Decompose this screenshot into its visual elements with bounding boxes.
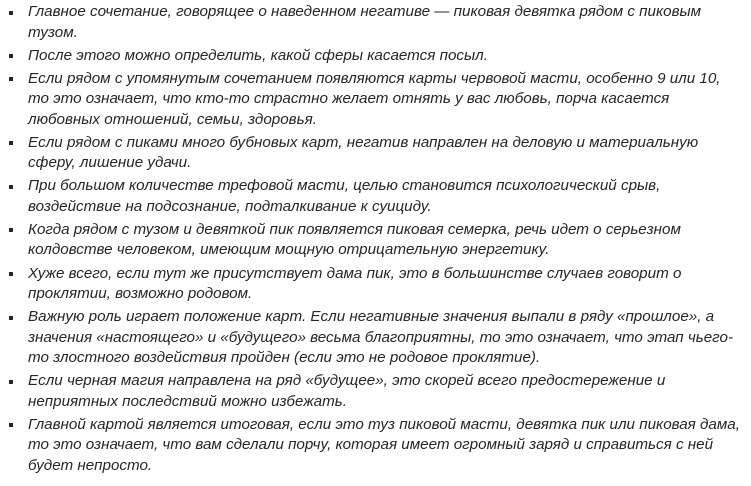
list-item: Важную роль играет положение карт. Если негативные значения выпали в ряду «прошлое», а значения «настоящего» и «будущего» весьма благоприятны, то это означает, что этап чьего-то злостного воздействия пройден (если это не родовое проклятие). — [28, 307, 743, 371]
list-item: Если черная магия направлена на ряд «будущее», это скорей всего предостережение и неприятных последствий можно избежать. — [28, 371, 743, 415]
list-item: После этого можно определить, какой сферы касается посыл. — [28, 46, 743, 69]
list-item: Главной картой является итоговая, если это туз пиковой масти, девятка пик или пиковая дама, то это означает, что вам сделали порчу, которая имеет огромный заряд и справиться с ней будет непросто. — [28, 415, 743, 479]
list-item: Главное сочетание, говорящее о наведенном негативе — пиковая девятка рядом с пиковым тузом. — [28, 2, 743, 46]
list-item: Когда рядом с тузом и девяткой пик появляется пиковая семерка, речь идет о серьезном колдовстве человеком, имеющим мощную отрицательную энергетику. — [28, 220, 743, 264]
list-item: Если рядом с упомянутым сочетанием появляются карты червовой масти, особенно 9 или 10, то это означает, что кто-то страстно желает отнять у вас любовь, порча касается любовных отношений, семьи, здоровья. — [28, 69, 743, 133]
list-item: Хуже всего, если тут же присутствует дама пик, это в большинстве случаев говорит о проклятии, возможно родовом. — [28, 264, 743, 308]
list-item: При большом количестве трефовой масти, целью становится психологический срыв, воздействие на подсознание, подталкивание к суициду. — [28, 176, 743, 220]
list-item: Если рядом с пиками много бубновых карт, негатив направлен на деловую и материальную сферу, лишение удачи. — [28, 133, 743, 177]
